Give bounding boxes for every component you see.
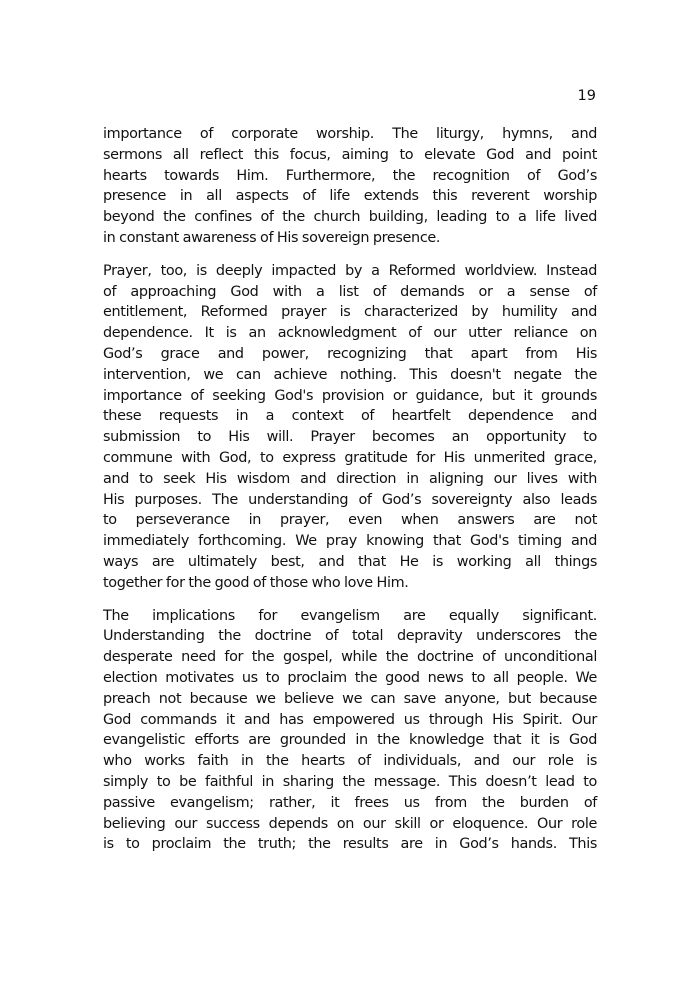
paragraph-corporate-worship [103,124,597,249]
paragraph-prayer [103,261,597,594]
text-line: Understanding the doctrine of total depravity underscores the [103,628,597,645]
text-line: these requests in a context of heartfelt dependence and [103,408,597,425]
text-line: importance of seeking God's provision or guidance, but it grounds [103,387,597,404]
text-line: is to proclaim the truth; the results are in God’s hands. This [103,836,597,853]
text-line: dependence. It is an acknowledgment of our utter reliance on [103,325,597,342]
text-line: entitlement, Reformed prayer is characterized by humility and [103,304,597,321]
text-line: who works faith in the hearts of individuals, and our role is [103,753,597,770]
text-line: simply to be faithful in sharing the message. This doesn’t lead to [103,773,597,790]
text-line: passive evangelism; rather, it frees us from the burden of [103,794,597,811]
text-line: together for the good of those who love Him. [103,574,409,591]
text-line: intervention, we can achieve nothing. This doesn't negate the [103,366,597,383]
text-line: evangelistic efforts are grounded in the knowledge that it is God [103,732,597,749]
page-number: 19 [577,88,596,104]
text-line: submission to His will. Prayer becomes an opportunity to [103,429,597,446]
text-line: sermons all reflect this focus, aiming to elevate God and point [103,146,597,163]
text-line: hearts towards Him. Furthermore, the recognition of God’s [103,167,597,184]
text-line: of approaching God with a list of demands or a sense of [103,283,597,300]
text-line: beyond the confines of the church building, leading to a life lived [103,209,597,226]
text-line: preach not because we believe we can save anyone, but because [103,690,597,707]
text-line: desperate need for the gospel, while the doctrine of unconditional [103,649,597,666]
text-line: election motivates us to proclaim the good news to all people. We [103,669,597,686]
text-line: The implications for evangelism are equally significant. [103,607,597,624]
text-line: believing our success depends on our skill or eloquence. Our role [103,815,597,832]
body-text [103,124,597,867]
text-line: ways are ultimately best, and that He is working all things [103,553,597,570]
text-line: immediately forthcoming. We pray knowing that God's timing and [103,533,597,550]
text-line: presence in all aspects of life extends this reverent worship [103,188,597,205]
text-line: importance of corporate worship. The liturgy, hymns, and [103,126,597,142]
text-line: commune with God, to express gratitude for His unmerited grace, [103,449,597,466]
text-line: in constant awareness of His sovereign presence. [103,229,441,246]
text-line: to perseverance in prayer, even when answers are not [103,512,597,529]
paragraph-evangelism [103,606,597,856]
text-line: Prayer, too, is deeply impacted by a Reformed worldview. Instead [103,262,597,279]
text-line: and to seek His wisdom and direction in aligning our lives with [103,470,597,487]
text-line: God commands it and has empowered us through His Spirit. Our [103,711,597,728]
text-line: His purposes. The understanding of God’s sovereignty also leads [103,491,597,508]
text-line: God’s grace and power, recognizing that apart from His [103,345,597,362]
